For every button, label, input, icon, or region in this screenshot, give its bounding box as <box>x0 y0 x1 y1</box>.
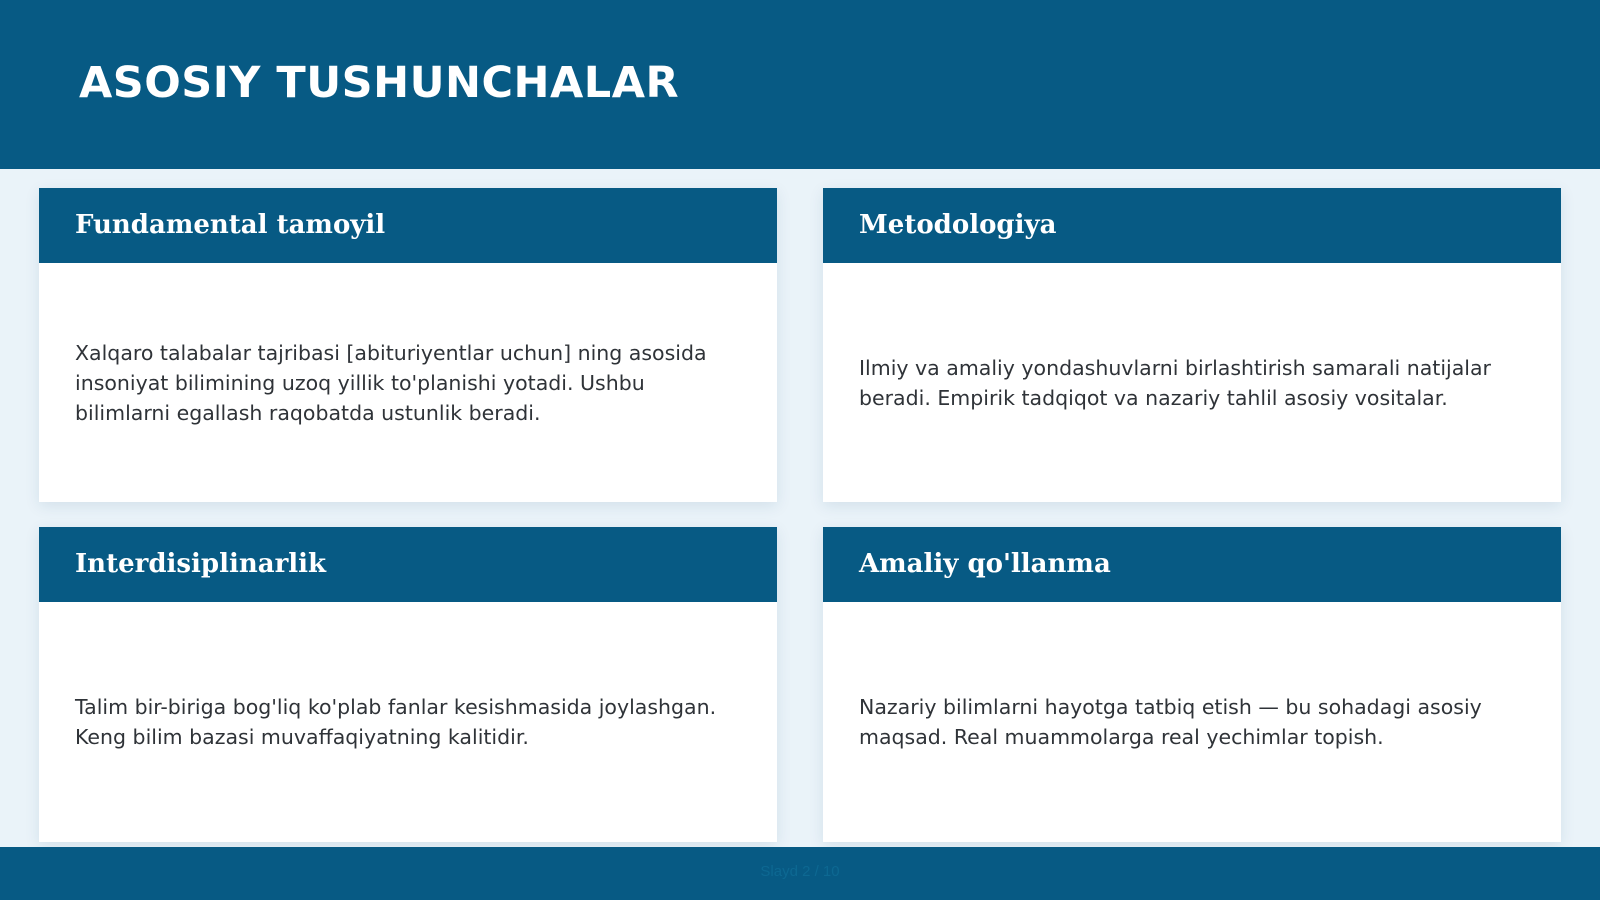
slide-title: ASOSIY TUSHUNCHALAR <box>79 58 680 108</box>
card-body <box>823 263 1561 502</box>
card-text: Nazariy bilimlarni hayotga tatbiq etish — bu sohadagi asosiy maqsad. Real muammolarga real yechimlar topish. <box>859 695 1482 749</box>
slide-header <box>0 0 1600 169</box>
concept-card-interdisciplinarity <box>39 527 777 842</box>
card-text: Ilmiy va amaliy yondashuvlarni birlashtirish samarali natijalar beradi. Empirik tadqiqot va nazariy tahlil asosiy vositalar. <box>859 355 1491 410</box>
concept-card-practical <box>823 527 1561 842</box>
concept-card-methodology <box>823 188 1561 502</box>
slide-footer <box>0 847 1600 900</box>
card-text: Talim bir-biriga bog'liq ko'plab fanlar kesishmasida joylashgan. Keng bilim bazasi muvaffaqiyatning kalitidir. <box>75 695 717 749</box>
card-title: Fundamental tamoyil <box>75 210 386 240</box>
card-title: Interdisiplinarlik <box>75 549 327 579</box>
card-header <box>823 527 1561 602</box>
card-title: Metodologiya <box>859 210 1057 240</box>
card-header <box>39 527 777 602</box>
card-body <box>39 602 777 842</box>
slide-number: Slayd 2 / 10 <box>760 863 840 880</box>
card-body <box>823 602 1561 842</box>
card-body <box>39 263 777 502</box>
card-header <box>39 188 777 263</box>
card-title: Amaliy qo'llanma <box>859 549 1111 579</box>
card-text: Xalqaro talabalar tajribasi [abituriyentlar uchun] ning asosida insoniyat bilimining uzoq yillik to'planishi yotadi. Ushbu bilimlarni egallash raqobatda ustunlik beradi. <box>75 340 707 425</box>
card-header <box>823 188 1561 263</box>
concept-card-fundamental <box>39 188 777 502</box>
